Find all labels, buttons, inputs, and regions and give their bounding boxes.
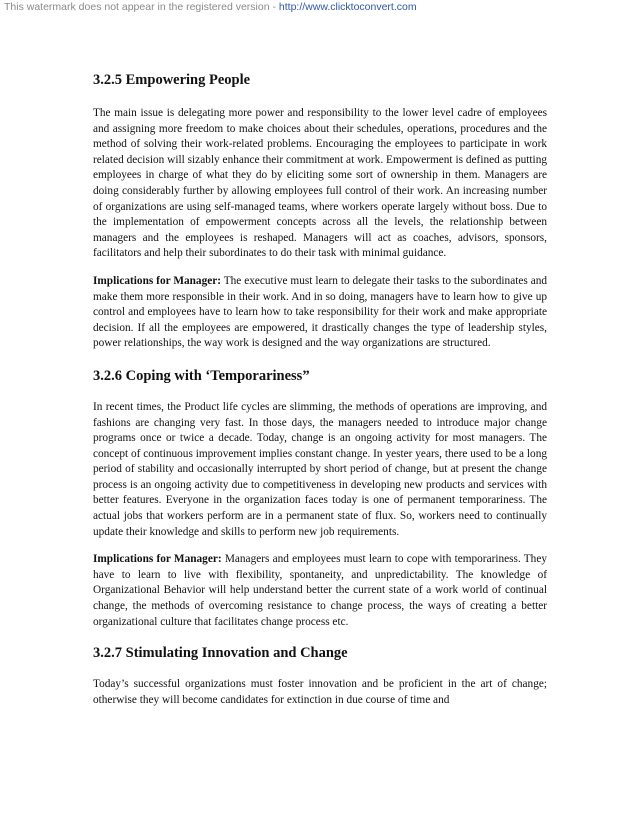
implications-label: Implications for Manager: <box>93 553 222 566</box>
section-heading-3-2-6: 3.2.6 Coping with ‘Temporariness” <box>93 367 310 384</box>
section-paragraph-3-2-5: The main issue is delegating more power and responsibility to the lower level cadre of employees and assigning more freedom to make choices about their schedules, operations, procedures and the method of solving their work-related problems. Encouraging the employees to participate in work related decision will sizably enhance their commitment at work. Empowerment is defined as putting employees in charge of what they do by eliciting some sort of ownership in them. Managers are doing considerably further by allowing employees full control of their work. An increasing number of organizations are using self-managed teams, where workers operate largely without boss. Due to the implementation of empowerment concepts across all the levels, the relationship between managers and the employees is reshaped. Managers will act as coaches, advisors, sponsors, facilitators and help their subordinates to do their task with minimal guidance. <box>93 107 547 260</box>
section-heading-3-2-5: 3.2.5 Empowering People <box>93 72 251 88</box>
implications-text: Managers and employees must learn to cope with temporariness. They have to learn to live with flexibility, spontaneity, and unpredictability. The knowledge of Organizational Behavior will help understand better the current state of a work world of continual change, the methods of overcoming resistance to change process, the ways of creating a better organizational culture that facilitates change process etc. <box>93 553 547 628</box>
implications-text: The executive must learn to delegate their tasks to the subordinates and make them more responsible in their work. And in so doing, managers have to learn how to give up control and employees have to learn how to take responsibility for their work and make appropriate decision. If all the employees are empowered, it drastically changes the type of leadership styles, power relationships, the way work is designed and the way organizations are structured. <box>93 274 547 350</box>
watermark-link[interactable]: http://www.clicktoconvert.com <box>278 1 417 13</box>
watermark-notice <box>4 1 417 13</box>
section-paragraph-3-2-6: In recent times, the Product life cycles are slimming, the methods of operations are improving, and fashions are changing very fast. In those days, the managers needed to introduce major change programs once or twice a decade. Today, change is an ongoing activity for most managers. The concept of continuous improvement implies constant change. In yester years, there used to be a long period of stability and occasionally interrupted by short period of change, but at present the change process is an ongoing activity due to competitiveness in developing new products and services with better features. Everyone in the organization faces today is one of permanent temporariness. The actual jobs that workers perform are in a permanent state of flux. So, workers need to continually update their knowledge and skills to perform new job requirements. <box>93 400 547 538</box>
section-heading-3-2-7: 3.2.7 Stimulating Innovation and Change <box>93 645 348 662</box>
implications-label: Implications for Manager: <box>93 274 222 287</box>
document-body <box>93 70 547 708</box>
watermark-text: This watermark does not appear in the registered version - <box>4 1 279 13</box>
implications-paragraph-3-2-5 <box>93 274 547 352</box>
section-paragraph-3-2-7: Today’s successful organizations must foster innovation and be proficient in the art of change; otherwise they will become candidates for extinction in due course of time and <box>93 678 547 706</box>
implications-paragraph-3-2-6 <box>93 552 547 630</box>
